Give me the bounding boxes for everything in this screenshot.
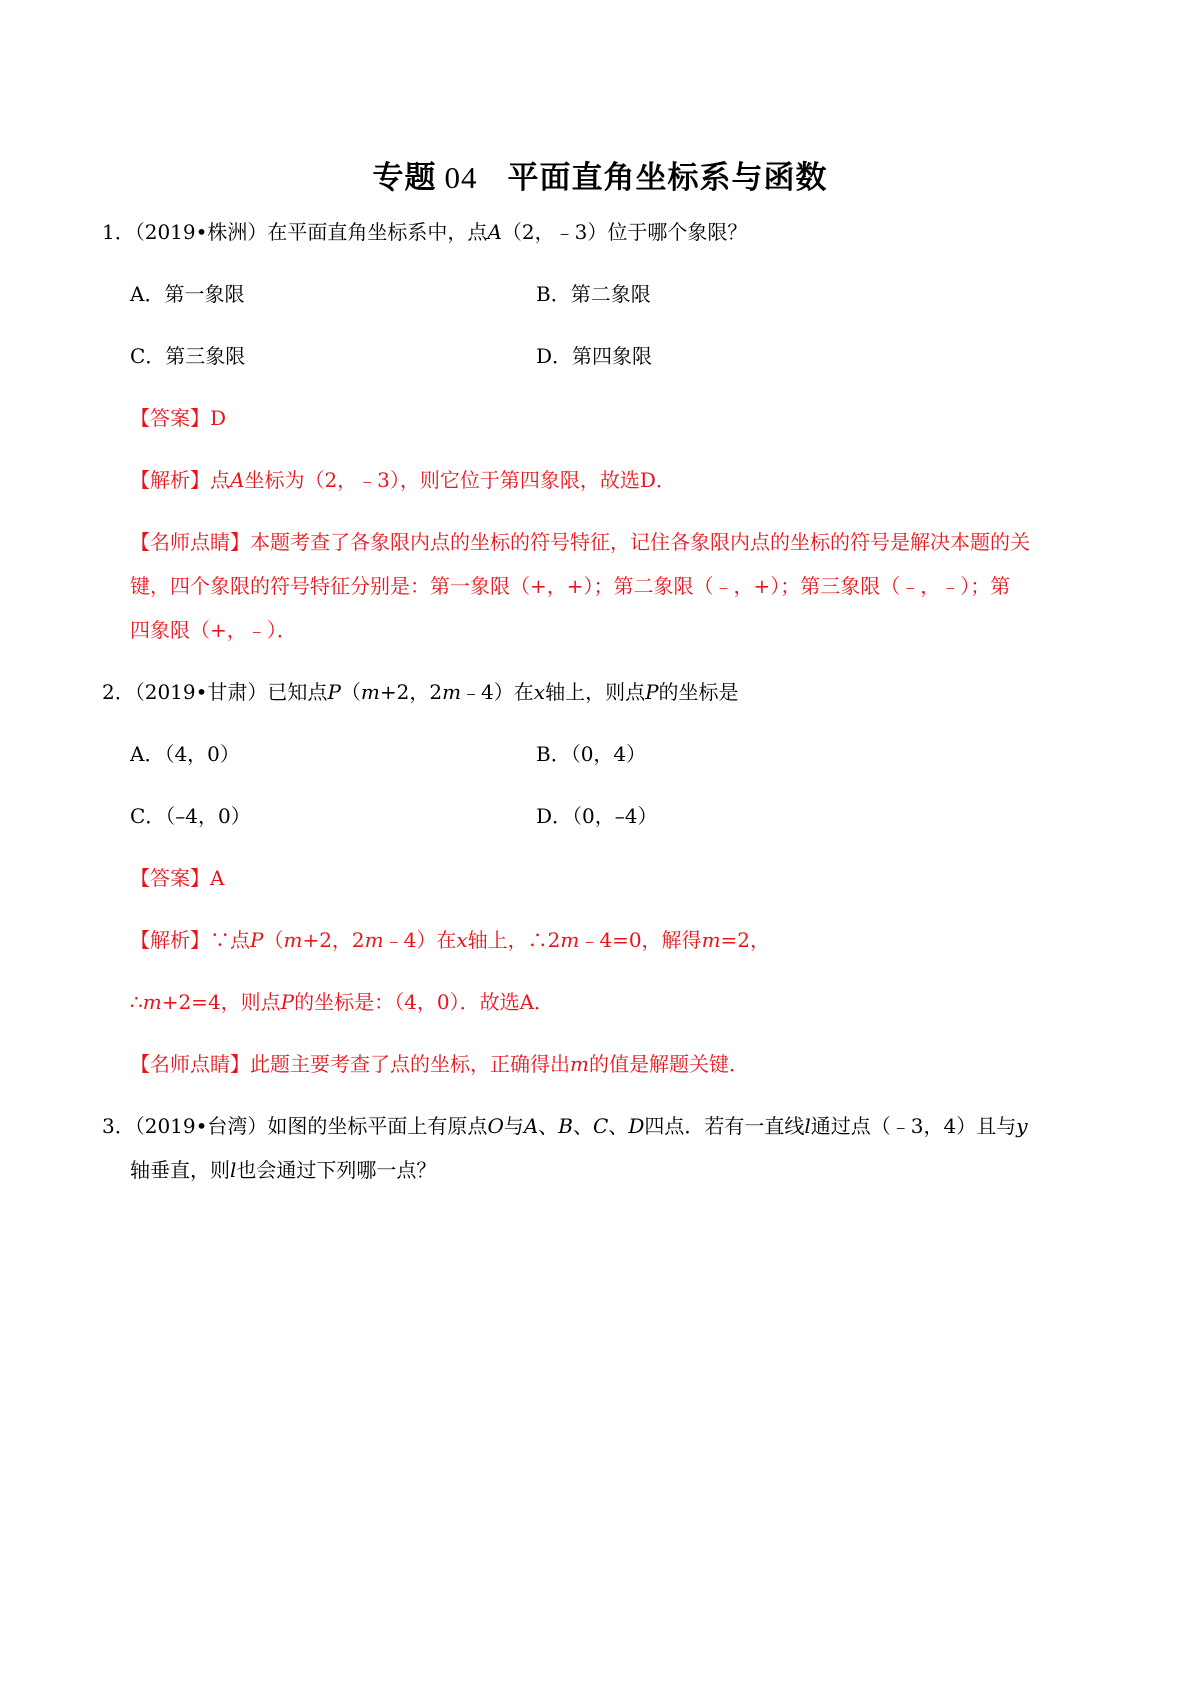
q2-var-p: P [327,680,341,704]
q2-answer [130,864,224,892]
q2-analysis-line2 [130,988,554,1016]
q1-analysis-b: 坐标为（2，﹣3），则它位于第四象限，故选D． [244,468,676,492]
q3-s1: （2019•台湾）如图的坐标平面上有原点 [134,1114,488,1138]
title-text: 平面直角坐标系与函数 [507,160,828,196]
q3-number: 3． [102,1114,135,1138]
q1-analysis-a: 点 [210,468,230,492]
title-number: 04 [444,160,478,195]
q2-a3: +2，2 [302,928,365,952]
q1-option-d: D．第四象限 [536,344,653,368]
q2-stem-f: 的坐标是 [658,680,739,704]
tip-tag: 【名师点睛】 [130,1052,250,1076]
q1-var-a: A [487,220,502,244]
q2-var-m1: m [360,680,380,704]
q2-var-m2: m [442,680,462,704]
q2-stem [102,678,739,706]
answer-tag: 【答案】 [130,406,210,430]
q3-var-y: y [1016,1114,1028,1138]
q3-var-b: B [558,1114,573,1138]
q2-a-m2: m [364,928,384,952]
q3-line2-b: 也会通过下列哪一点？ [236,1158,437,1182]
q2-a-x: x [456,928,468,952]
tip-tag: 【名师点睛】 [130,530,250,554]
q3-s4: 、 [573,1114,593,1138]
q2-b1: ∴ [130,990,143,1014]
q2-a2: （ [263,928,284,952]
q3-var-o: O [487,1114,504,1138]
q2-a-p: P [250,928,264,952]
q3-s3: 、 [538,1114,559,1138]
answer-tag: 【答案】 [130,866,210,890]
q1-option-b: B．第二象限 [536,282,651,306]
q3-s7: 通过点（﹣3，4）且与 [810,1114,1017,1138]
q3-var-l: l [804,1114,811,1138]
q2-a1: ∵点 [210,928,250,952]
q1-option-a: A．第一象限 [130,282,245,306]
q2-a-m1: m [283,928,303,952]
q2-stem-a: （2019•甘肃）已知点 [134,680,328,704]
q2-number: 2． [102,680,135,704]
q3-line2-a: 轴垂直，则 [130,1158,230,1182]
q2-stem-e: 轴上，则点 [545,680,646,704]
q1-stem-a: （2019•株洲）在平面直角坐标系中，点 [134,220,488,244]
q3-s2: 与 [503,1114,524,1138]
q2-tip-a: 此题主要考查了点的坐标，正确得出 [250,1052,570,1076]
q2-stem-b: （ [340,680,361,704]
q2-b2: +2=4，则点 [161,990,281,1014]
page-title [0,152,1200,197]
q1-answer [130,404,226,432]
q2-a6: ﹣4=0，解得 [579,928,702,952]
q3-s5: 、 [608,1114,629,1138]
q1-stem-b: （2，﹣3）位于哪个象限？ [501,220,748,244]
q1-analysis [130,466,676,494]
q3-var-c: C [593,1114,609,1138]
q2-option-b: B．（0，4） [536,742,647,766]
q1-analysis-var: A [230,468,245,492]
q3-var-d: D [628,1114,645,1138]
q1-tip-text-1: 本题考查了各象限内点的坐标的符号特征，记住各象限内点的坐标的符号是解决本题的关 [250,530,1030,554]
q2-a4: ﹣4）在 [383,928,457,952]
q1-number: 1． [102,220,135,244]
q2-tip-m: m [570,1052,589,1076]
q2-tip [130,1050,749,1078]
title-prefix: 专题 [372,160,437,196]
q3-stem-line1 [102,1112,1028,1140]
q1-tip-line3: 四象限（+，﹣）． [130,618,297,642]
q2-a-m4: m [701,928,721,952]
q2-stem-c: +2，2 [379,680,443,704]
q1-tip-line1 [130,528,1030,556]
q2-b-m: m [142,990,162,1014]
q1-option-c: C．第三象限 [130,344,246,368]
q2-option-a: A．（4，0） [130,742,240,766]
q3-var-a: A [523,1114,539,1138]
answer-value: A [210,866,225,890]
q2-var-x: x [533,680,546,704]
q2-b3: 的坐标是：（4，0）．故选A． [294,990,555,1014]
q2-option-d: D．（0，–4） [536,804,658,828]
analysis-tag: 【解析】 [130,468,210,492]
q3-var-l2: l [230,1158,237,1182]
q3-stem-line2 [130,1156,436,1184]
q1-tip-line2: 键，四个象限的符号特征分别是：第一象限（+，+）；第二象限（﹣，+）；第三象限（﹣，﹣）；第 [130,574,1011,598]
q2-b-p: P [280,990,295,1014]
q2-a7: =2， [720,928,771,952]
q2-a-m3: m [560,928,580,952]
q2-tip-b: 的值是解题关键． [588,1052,749,1076]
q2-a5: 轴上，∴2 [467,928,561,952]
q2-stem-d: ﹣4）在 [461,680,534,704]
answer-value: D [210,406,227,430]
q2-var-p2: P [645,680,659,704]
q2-option-c: C．（–4，0） [130,804,251,828]
q1-stem [102,218,747,246]
q2-analysis-line1 [130,926,770,954]
q3-s6: 四点．若有一直线 [644,1114,805,1138]
analysis-tag: 【解析】 [130,928,210,952]
